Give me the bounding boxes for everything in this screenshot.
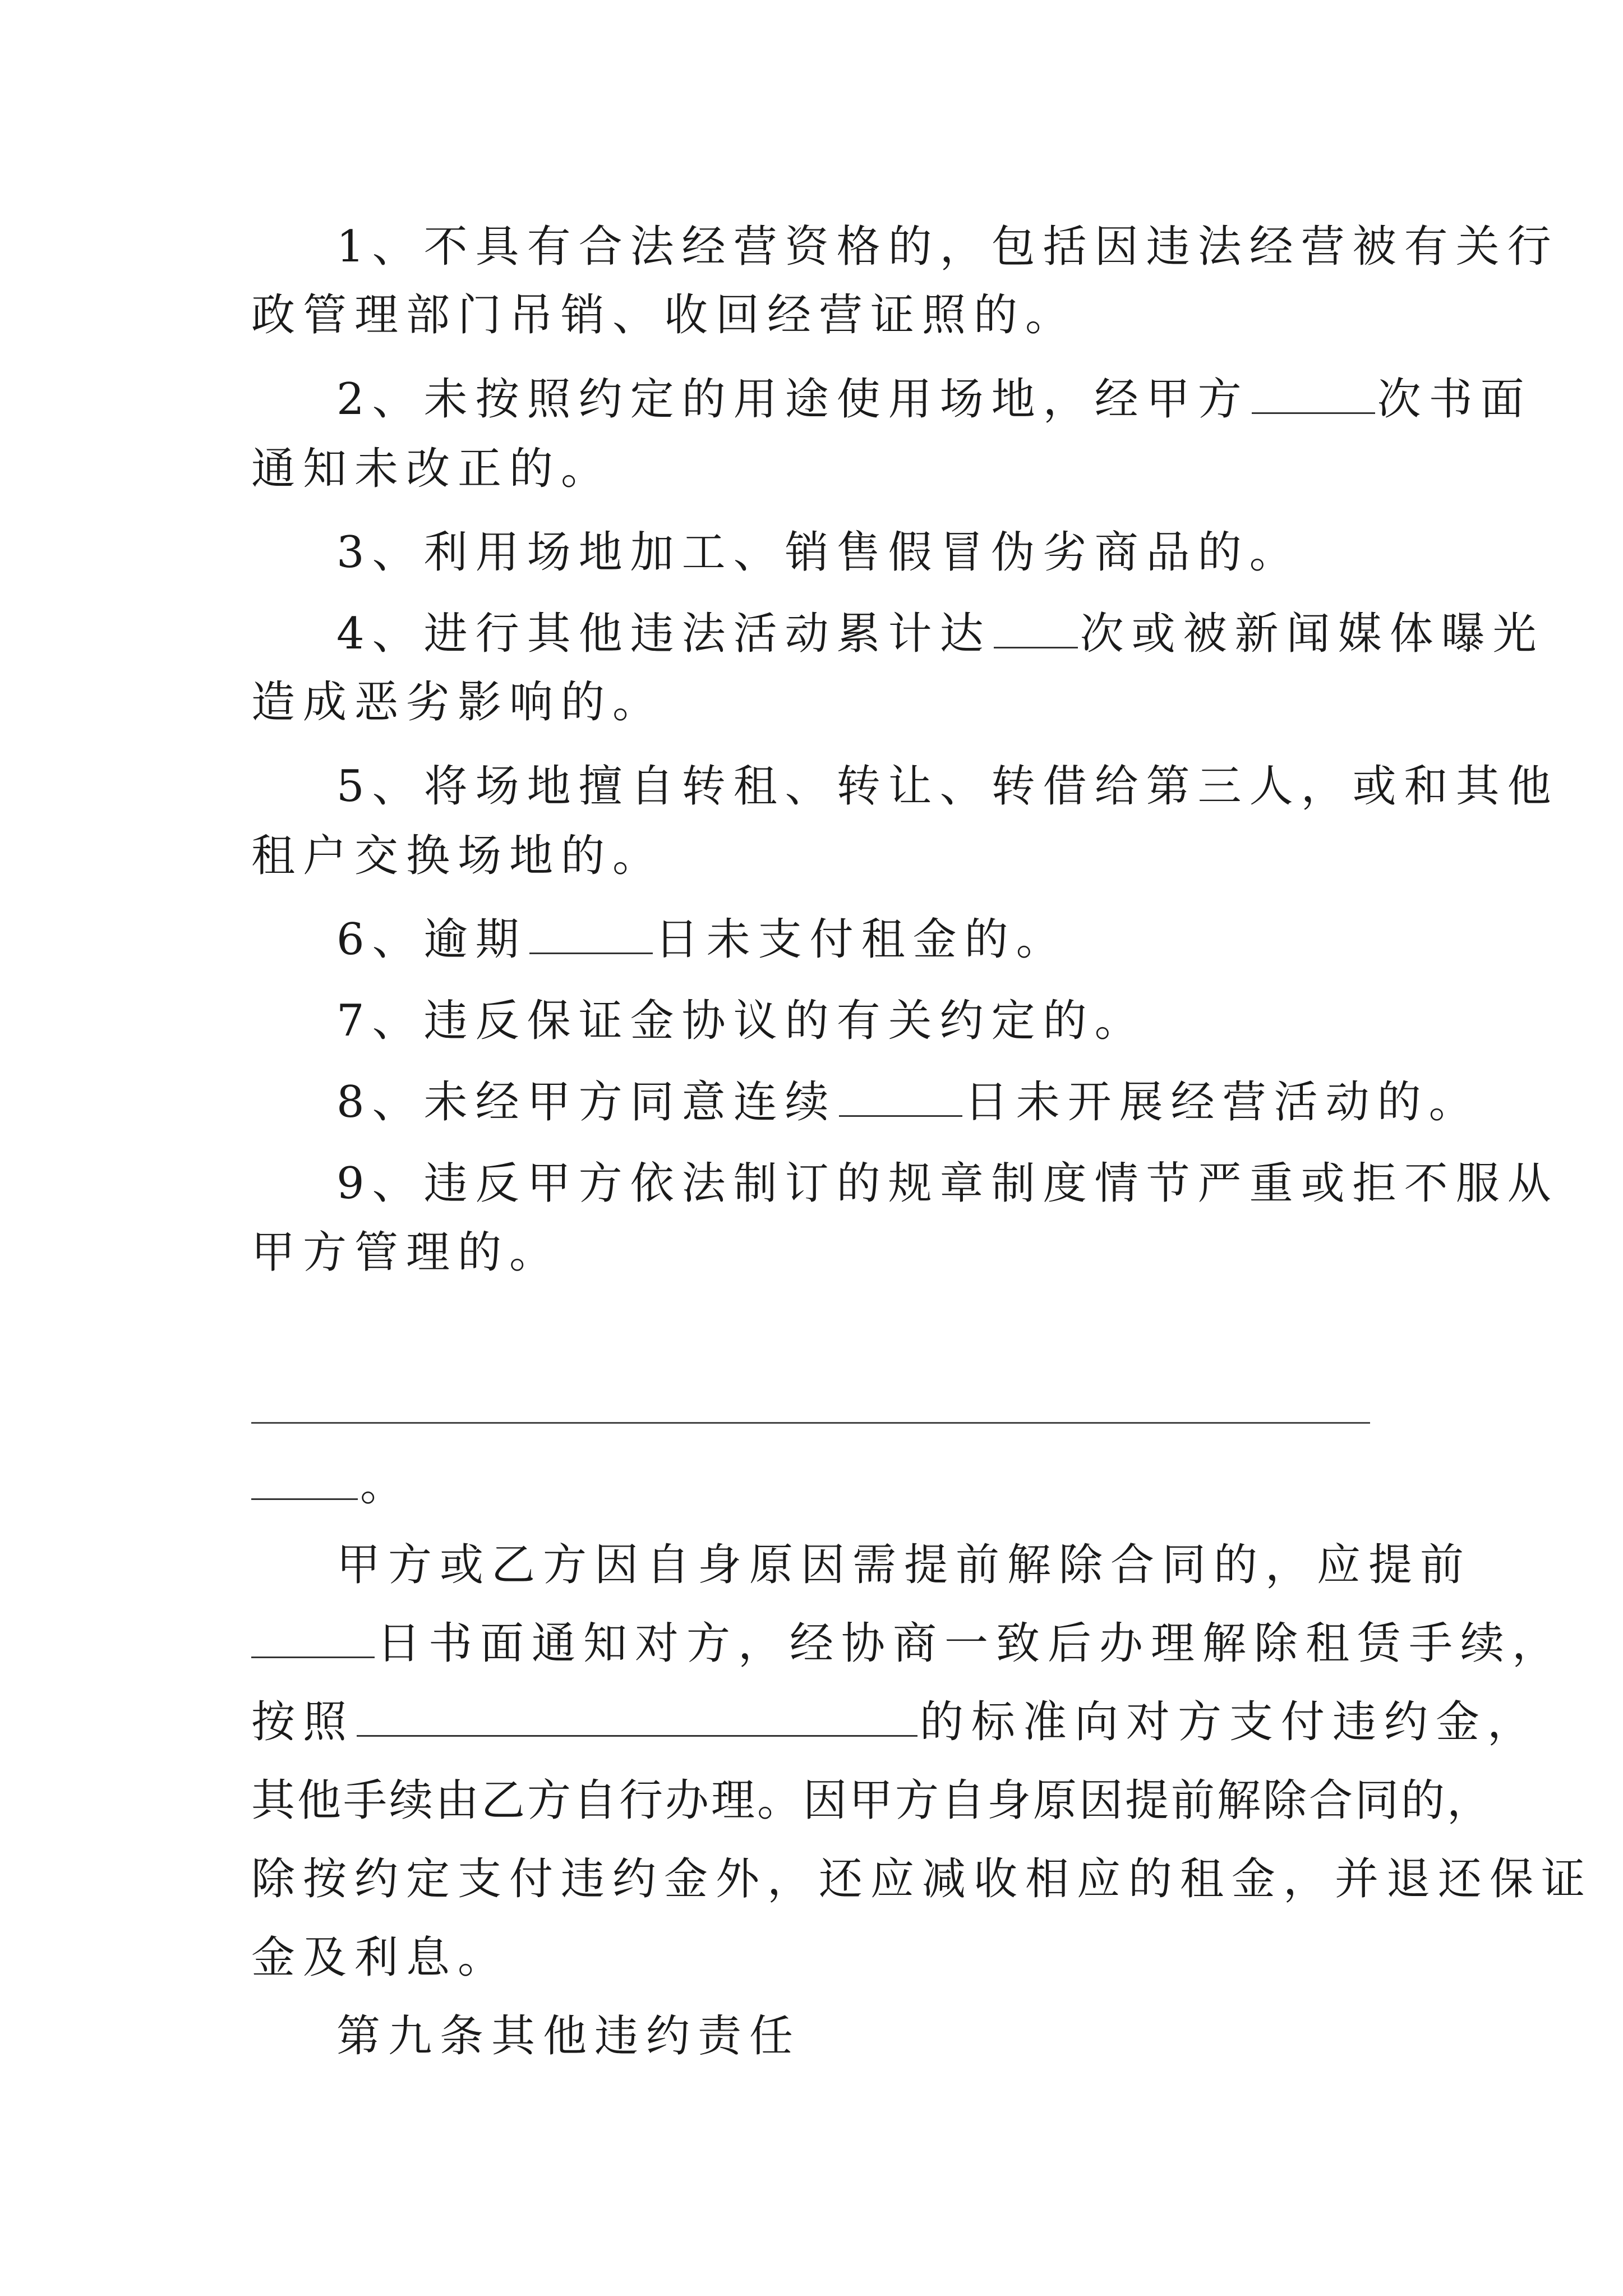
termination-line-3 [251,1694,1539,1750]
termination-text-3b: 的标准向对方支付违约金， [920,1697,1539,1747]
item-4-text-b: 次或被新闻媒体曝光 [1080,609,1544,659]
item-2-text-a: 2、未按照约定的用途使用场地，经甲方 [336,374,1249,425]
item-7-line-1: 7、违反保证金协议的有关约定的。 [336,996,1146,1046]
item-6-text-a: 6、逾期 [336,914,527,965]
after-rule-period: 。 [360,1460,412,1511]
item-6-text-b: 日未支付租金的。 [654,914,1068,965]
termination-line-6: 金及利息。 [251,1932,510,1983]
item-5-line-1: 5、将场地擅自转租、转让、转借给第三人，或和其他 [336,761,1559,812]
item-8-text-a: 8、未经甲方同意连续 [336,1077,837,1128]
item-4-line-1 [336,606,1544,662]
after-rule-line [251,1457,1384,1513]
item-3-line-1: 3、利用场地加工、销售假冒伪劣商品的。 [336,527,1301,578]
item-8-line-1 [336,1074,1481,1130]
item-9-line-2: 甲方管理的。 [251,1227,561,1278]
blank-field[interactable] [251,1617,375,1658]
blank-field[interactable] [994,608,1078,648]
blank-field[interactable] [251,1459,358,1500]
section-heading: 第九条其他违约责任 [336,2011,801,2062]
blank-field[interactable] [357,1696,917,1737]
termination-line-4: 其他手续由乙方自行办理。因甲方自身原因提前解除合同的， [251,1775,1493,1826]
item-5-line-2: 租户交换场地的。 [251,831,665,881]
blank-field[interactable] [1252,373,1375,414]
termination-text-3a: 按照 [251,1697,355,1747]
item-4-text-a: 4、进行其他违法活动累计达 [336,609,992,659]
termination-line-1: 甲方或乙方因自身原因需提前解除合同的，应提前 [336,1540,1472,1590]
termination-text-2: 日书面通知对方，经协商一致后办理解除租赁手续， [377,1618,1564,1669]
item-2-line-1 [336,371,1532,427]
termination-line-5: 除按约定支付违约金外，还应减收相应的租金，并退还保证 [251,1854,1593,1904]
item-2-text-b: 次书面 [1377,374,1532,425]
item-8-text-b: 日未开展经营活动的。 [964,1077,1481,1128]
item-4-line-2: 造成恶劣影响的。 [251,677,665,728]
item-9-line-1: 9、违反甲方依法制订的规章制度情节严重或拒不服从 [336,1158,1559,1209]
termination-line-2 [251,1616,1564,1672]
blank-field[interactable] [839,1076,962,1117]
blank-field[interactable] [529,913,653,954]
item-1-line-1: 1、不具有合法经营资格的，包括因违法经营被有关行 [336,222,1559,272]
item-6-line-1 [336,912,1384,968]
long-blank-rule[interactable] [251,1422,1370,1424]
item-1-line-2: 政管理部门吊销、收回经营证照的。 [251,290,1077,341]
item-2-line-2: 通知未改正的。 [251,444,613,494]
